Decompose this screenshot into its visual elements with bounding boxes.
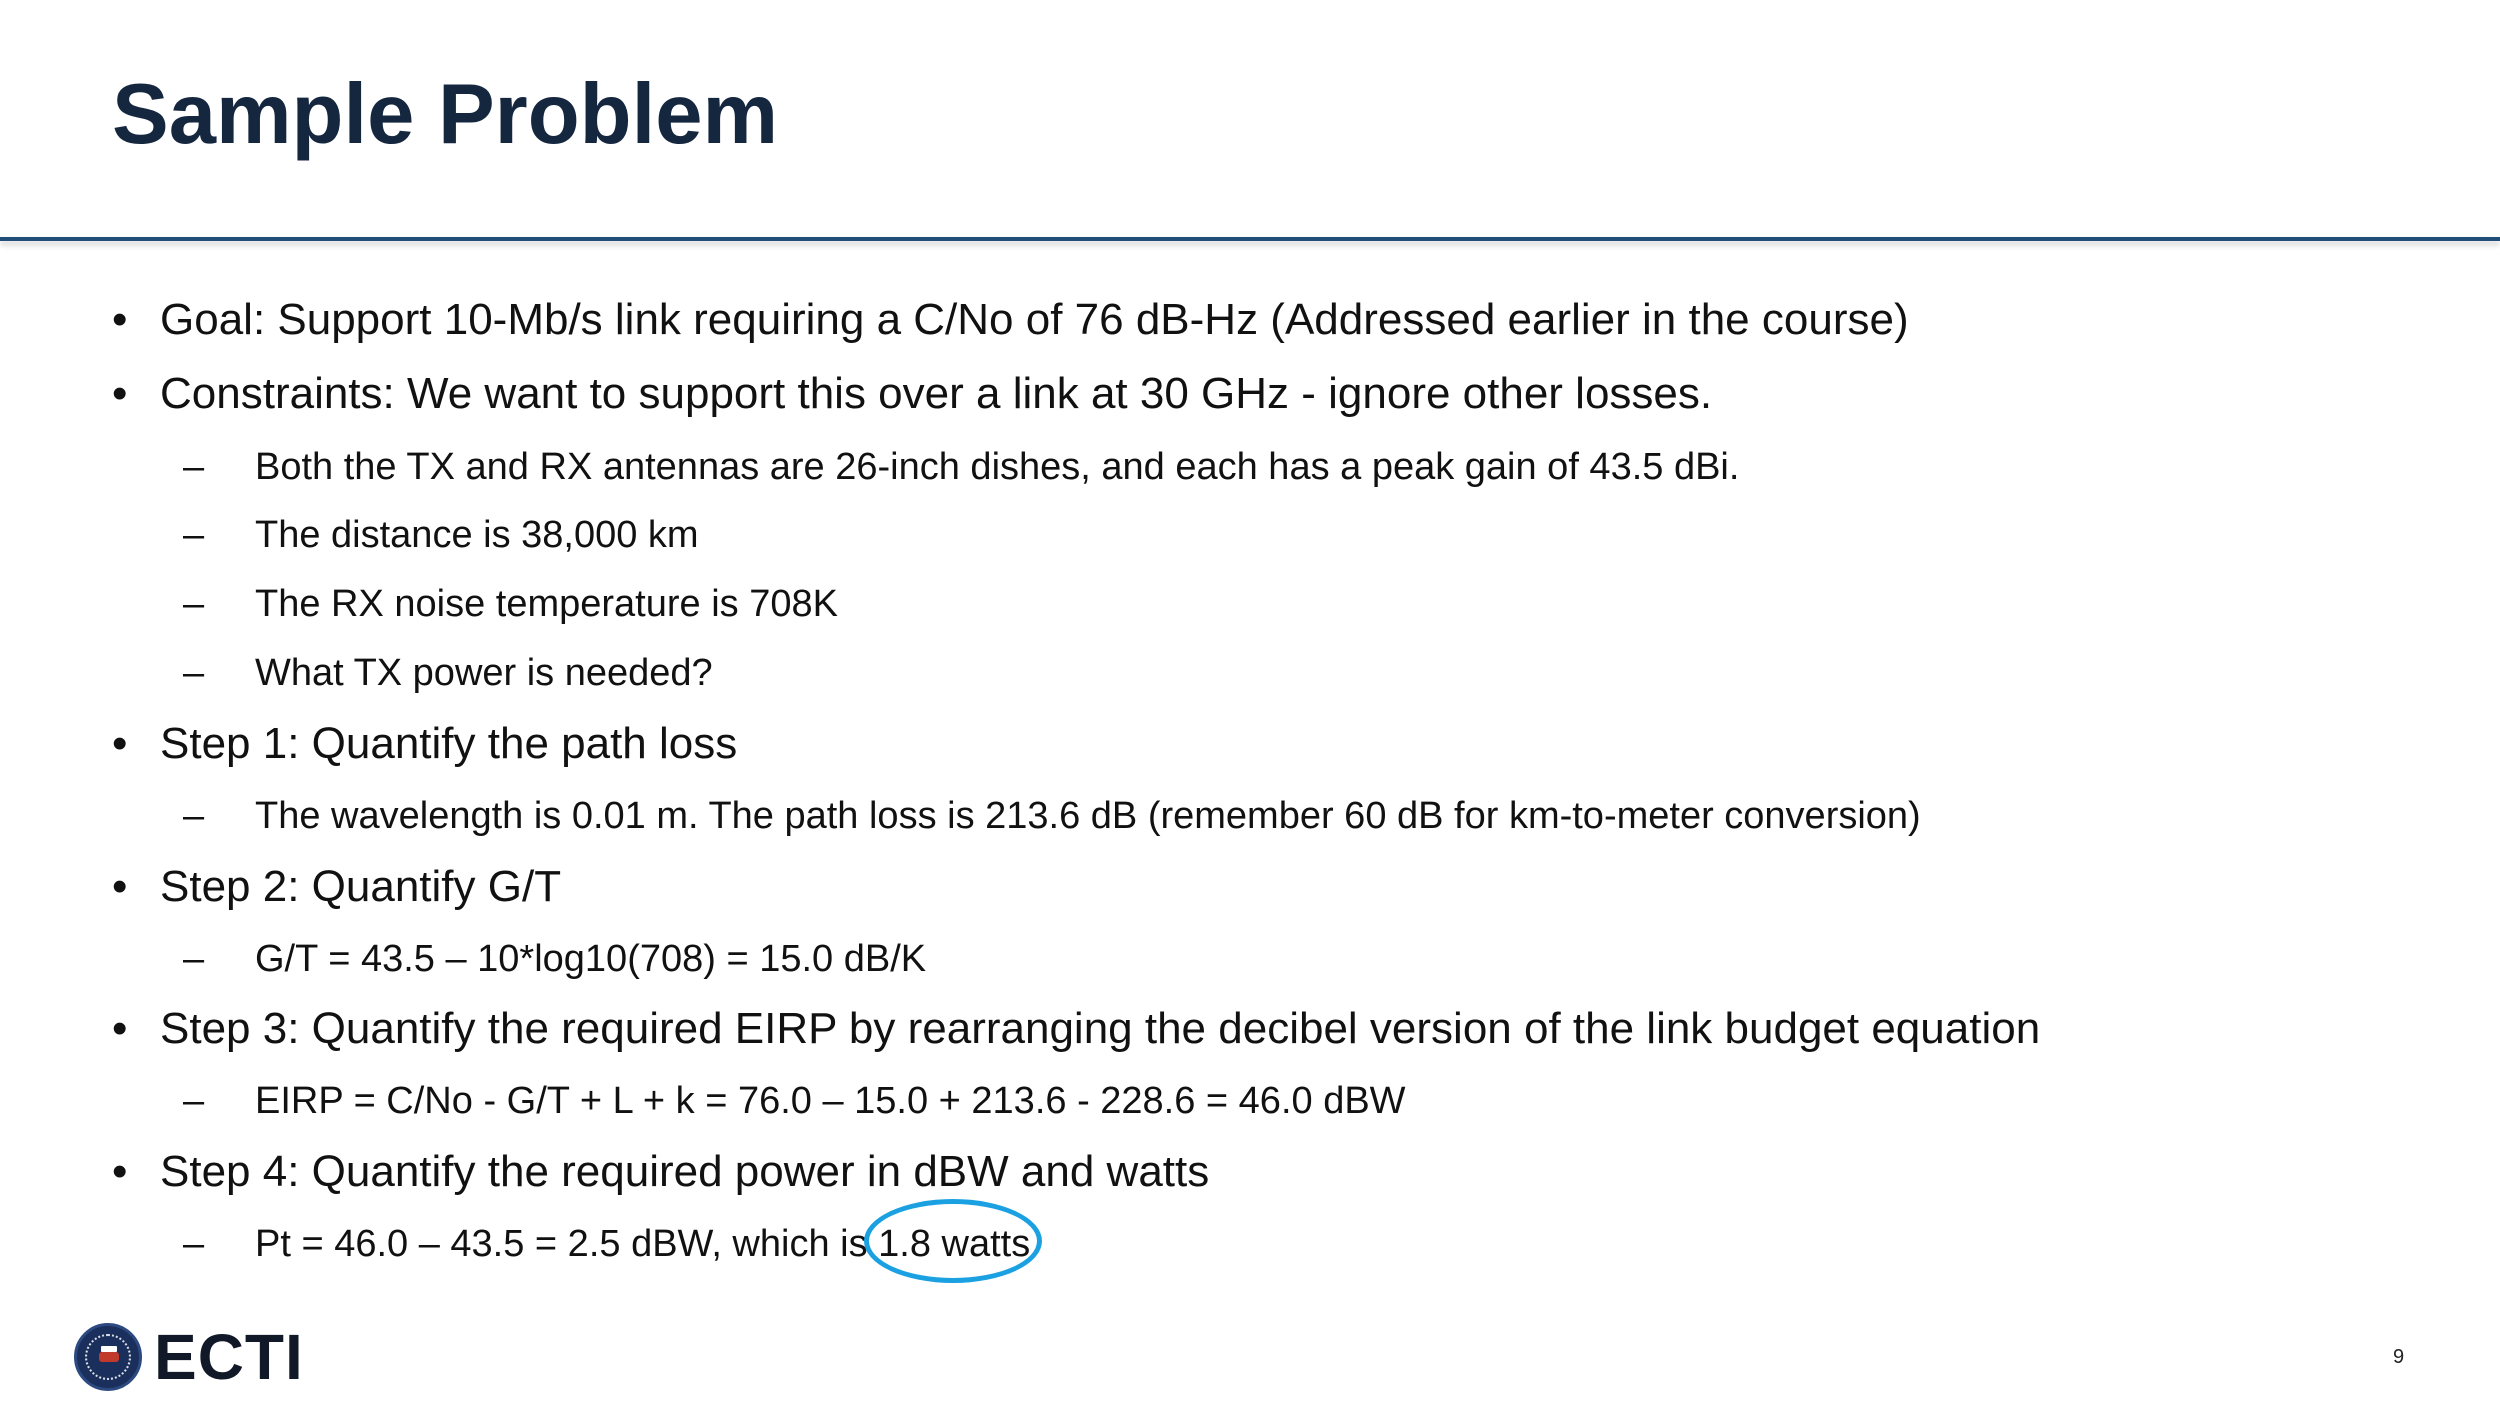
bullet-marker: • <box>112 1147 128 1196</box>
sub-bullet-text: What TX power is needed? <box>255 652 713 694</box>
logo-wordmark: ECTI <box>154 1321 304 1393</box>
sub-bullet-text <box>255 1225 1030 1263</box>
bullet-text: Constraints: We want to support this over a link at 30 GHz - ignore other losses. <box>160 369 1713 418</box>
dash-marker: – <box>183 1080 205 1122</box>
bullet-marker: • <box>112 369 128 418</box>
dash-marker: – <box>183 514 205 556</box>
bullet-text: Step 1: Quantify the path loss <box>160 719 738 768</box>
bullet-text: Goal: Support 10-Mb/s link requiring a C/No of 76 dB-Hz (Addressed earlier in the course) <box>160 295 1909 344</box>
dash-marker: – <box>183 446 205 488</box>
page-number: 9 <box>2393 1346 2405 1368</box>
sub-bullet-text: The wavelength is 0.01 m. The path loss is 213.6 dB (remember 60 dB for km-to-meter conversion) <box>255 795 1921 837</box>
highlighted-answer <box>878 1225 1030 1263</box>
bullet-text: Step 3: Quantify the required EIRP by rearranging the decibel version of the link budget equation <box>160 1004 2041 1053</box>
sub-bullet-text: The RX noise temperature is 708K <box>255 583 838 625</box>
dash-marker: – <box>183 795 205 837</box>
bullet-marker: • <box>112 719 128 768</box>
dash-marker: – <box>183 938 205 980</box>
power-equation-text: Pt = 46.0 – 43.5 = 2.5 dBW, which is <box>255 1223 879 1265</box>
bullet-marker: • <box>112 295 128 344</box>
seal-icon <box>74 1323 142 1391</box>
answer-text: 1.8 watts <box>878 1223 1031 1265</box>
sub-bullet-text: The distance is 38,000 km <box>255 514 699 556</box>
dash-marker: – <box>183 652 205 694</box>
sub-bullet-text: G/T = 43.5 – 10*log10(708) = 15.0 dB/K <box>255 938 927 980</box>
ecti-logo <box>74 1322 304 1392</box>
bullet-marker: • <box>112 1004 128 1053</box>
slide-title: Sample Problem <box>112 67 779 162</box>
bullet-marker: • <box>112 862 128 911</box>
sub-bullet-text: Both the TX and RX antennas are 26-inch dishes, and each has a peak gain of 43.5 dBi. <box>255 446 1740 488</box>
sub-bullet-text: EIRP = C/No - G/T + L + k = 76.0 – 15.0 + 213.6 - 228.6 = 46.0 dBW <box>255 1080 1406 1122</box>
bullet-text: Step 2: Quantify G/T <box>160 862 562 911</box>
bullet-text: Step 4: Quantify the required power in dBW and watts <box>160 1147 1210 1196</box>
dash-marker: – <box>183 583 205 625</box>
dash-marker: – <box>183 1223 205 1265</box>
